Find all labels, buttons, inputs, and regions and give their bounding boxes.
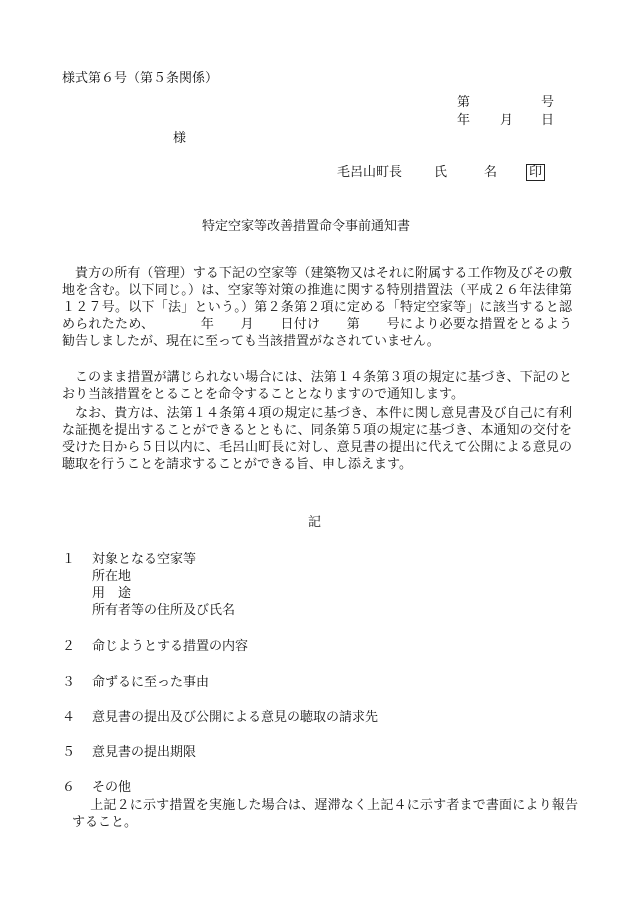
date-month-label: 月 [500,113,514,128]
item-2-title: 命じようとする措置の内容 [92,639,249,654]
body-paragraph-2: このまま措置が講じられない場合には、法第１４条第３項の規定に基づき、下記のとおり当該措置をとることを命令することとなりますので通知します。 [62,370,572,402]
issuer-name-label-2: 名 [484,165,498,180]
item-3-title: 命ずるに至った事由 [92,675,210,690]
issuer-name-label-1: 氏 [434,165,448,180]
item-5-number: ５ [62,745,76,760]
item-1-sub-usage: 用 途 [92,586,132,601]
item-3-number: ３ [62,675,76,690]
form-label: 様式第６号（第５条関係） [62,71,219,86]
body-paragraph-3: なお、貴方は、法第１４条第４項の規定に基づき、本件に関し意見書及び自己に有利な証拠を提出することができるとともに、同条第５項の規定に基づき、本通知の交付を受けた日から５日以内に、毛呂山町長に対し、意見書の提出に代えて公開による意見の聴取を行うことを請求することができる旨、申し添えます。 [62,406,572,472]
document-title: 特定空家等改善措置命令事前通知書 [202,219,411,234]
number-line-suffix: 号 [541,95,555,110]
item-6-number: ６ [62,780,76,795]
item-1-number: １ [62,552,76,567]
item-6-text: 上記２に示す措置を実施した場合は、遅滞なく上記４に示す者まで書面により報告すること。 [72,798,578,830]
item-1-sub-location: 所在地 [92,569,132,584]
ki-heading: 記 [308,515,322,530]
item-4-title: 意見書の提出及び公開による意見の聴取の請求先 [92,710,379,725]
item-2-number: ２ [62,639,76,654]
item-5-title: 意見書の提出期限 [92,745,197,760]
item-1-title: 対象となる空家等 [92,552,197,567]
item-1-sub-owner: 所有者等の住所及び氏名 [92,603,236,618]
seal-wrapper [526,164,545,181]
item-6-title: その他 [92,780,132,795]
date-day-label: 日 [541,113,555,128]
issuer-title: 毛呂山町長 [337,165,403,180]
addressee-suffix: 様 [173,131,187,146]
number-line-prefix: 第 [457,95,471,110]
body-paragraph-1: 貴方の所有（管理）する下記の空家等（建築物又はそれに附属する工作物及びその敷地を含む。以下同じ。）は、空家等対策の推進に関する特別措置法（平成２６年法律第１２７号。以下「法」という。）第２条第２項に定める「特定空家等」に該当すると認められたため、 年 月 日付け 第 号により必要な措置をとるよう勧告しましたが、現在に至っても当該措置がなされていません。 [62,266,572,349]
date-year-label: 年 [457,113,471,128]
item-4-number: ４ [62,710,76,725]
seal-box: 印 [526,164,545,181]
